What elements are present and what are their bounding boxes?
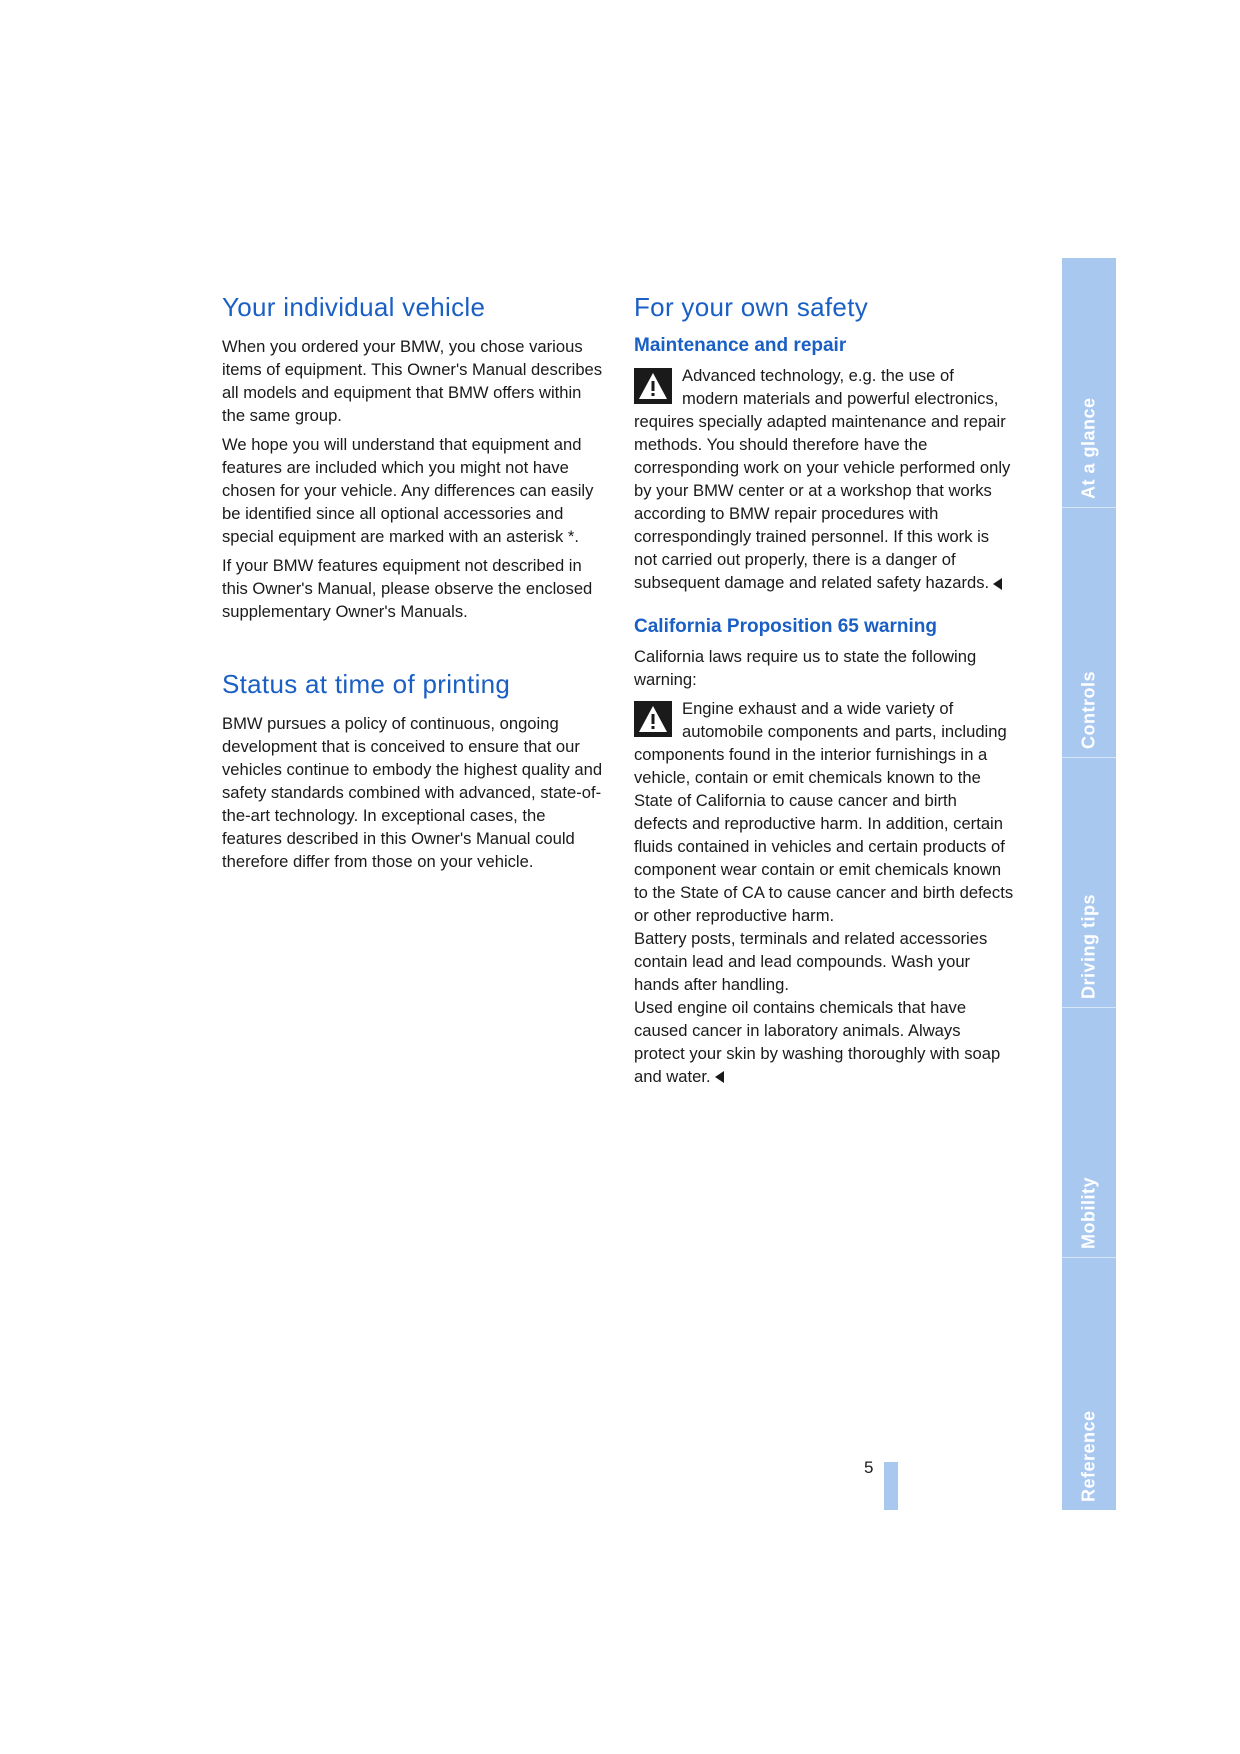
subheading-maintenance: Maintenance and repair	[634, 335, 847, 357]
tab-label: At a glance	[1078, 397, 1099, 499]
right-column	[634, 292, 1014, 1088]
tab-mobility[interactable]	[1062, 1008, 1116, 1258]
paragraph: California laws require us to state the following warning:	[634, 646, 977, 689]
chapter-tabs	[1062, 258, 1116, 1510]
warning-triangle-icon	[634, 701, 672, 737]
tab-label: Driving tips	[1078, 893, 1099, 999]
warning-text: Battery posts, terminals and related accessories contain lead and lead compounds. Wash your hands after handling.	[634, 928, 988, 994]
tab-label: Controls	[1078, 671, 1099, 749]
tab-at-a-glance[interactable]	[1062, 258, 1116, 508]
subheading-prop65: California Proposition 65 warning	[634, 615, 937, 637]
paragraph: BMW pursues a policy of continuous, ongoing development that is conceived to ensure that our vehicles continue to embody the highest quality and safety standards combined with advanced, state-of-the-art technology. In exceptional cases, the features described in this Owner's Manual could therefore differ from those on your vehicle.	[222, 714, 603, 872]
tab-label: Mobility	[1078, 1177, 1099, 1249]
tab-reference[interactable]	[1062, 1258, 1116, 1510]
left-column	[222, 292, 607, 879]
warning-text: Used engine oil contains chemicals that have caused cancer in laboratory animals. Always protect your skin by washing thoroughly with soap and water.	[634, 997, 1001, 1086]
end-marker-icon	[715, 1071, 724, 1083]
tab-label: Reference	[1078, 1410, 1099, 1502]
warning-text: Engine exhaust and a wide variety of automobile components and parts, including components found in the interior furnishings in a vehicle, contain or emit chemicals known to the State of California to cause cancer and birth defects and reproductive harm. In addition, certain fluids contained in vehicles and certain products of component wear contain or emit chemicals known to the State of CA to cause cancer and birth defects or other reproductive harm.	[634, 698, 1014, 925]
page-number: 5	[864, 1458, 874, 1477]
warning-text: Advanced technology, e.g. the use of modern materials and powerful electronics, requires specially adapted maintenance and repair methods. You should therefore have the corresponding work on your vehicle performed only by your BMW center or at a workshop that works according to BMW repair procedures with correspondingly trained personnel. If this work is not carried out properly, there is a danger of subsequent damage and related safety hazards.	[634, 365, 1011, 592]
end-marker-icon	[993, 578, 1002, 590]
tab-driving-tips[interactable]	[1062, 758, 1116, 1008]
tab-controls[interactable]	[1062, 508, 1116, 758]
heading-individual-vehicle: Your individual vehicle	[222, 292, 486, 322]
warning-triangle-icon	[634, 368, 672, 404]
page-number-bar	[884, 1462, 898, 1510]
paragraph: When you ordered your BMW, you chose various items of equipment. This Owner's Manual describes all models and equipment that BMW offers within the same group.	[222, 337, 603, 426]
heading-own-safety: For your own safety	[634, 292, 869, 322]
warning-prop65	[634, 697, 1014, 1088]
warning-maintenance	[634, 364, 1014, 594]
heading-status-printing: Status at time of printing	[222, 669, 511, 700]
paragraph: If your BMW features equipment not described in this Owner's Manual, please observe the enclosed supplementary Owner's Manuals.	[222, 556, 593, 622]
paragraph: We hope you will understand that equipment and features are included which you might not have chosen for your vehicle. Any differences can easily be identified since all optional accessories and special equipment are marked with an asterisk *.	[222, 435, 594, 547]
